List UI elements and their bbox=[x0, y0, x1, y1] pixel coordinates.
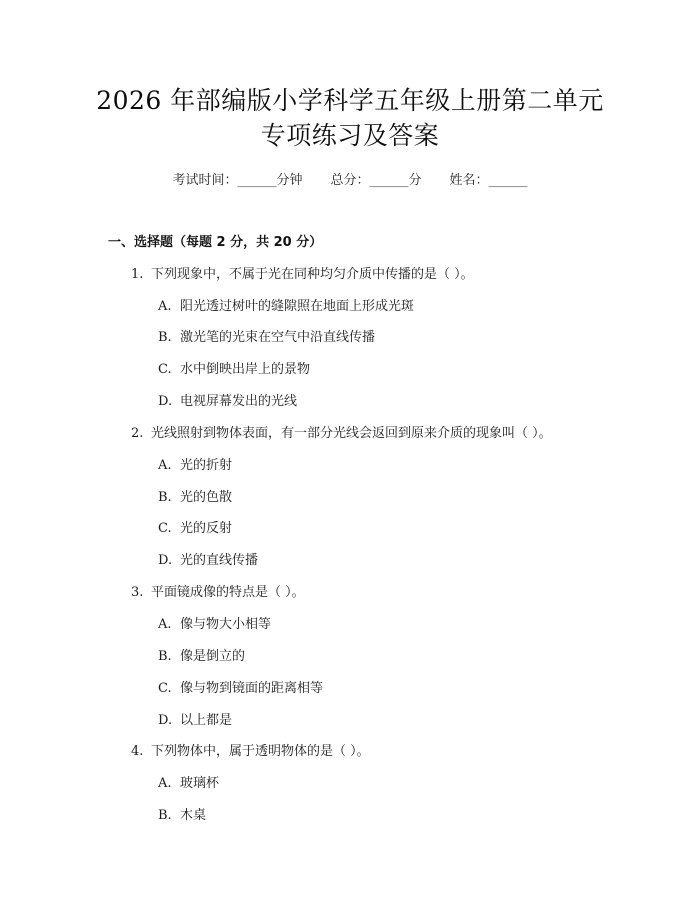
option-letter: A. bbox=[158, 617, 172, 632]
option-text: 电视屏幕发出的光线 bbox=[180, 394, 298, 409]
question-3-option-c bbox=[158, 677, 323, 696]
option-text: 木桌 bbox=[180, 808, 207, 823]
option-letter: A. bbox=[158, 458, 172, 473]
question-1-option-a bbox=[158, 295, 414, 314]
option-letter: A. bbox=[158, 776, 172, 791]
exam-meta bbox=[0, 169, 700, 188]
question-2-option-a bbox=[158, 454, 232, 473]
question-3 bbox=[131, 581, 305, 600]
question-text: 下列物体中，属于透明物体的是（ ）。 bbox=[151, 744, 370, 759]
exam-time: 考试时间：______分钟 bbox=[172, 173, 303, 188]
option-text: 像是倒立的 bbox=[180, 649, 246, 664]
option-letter: B. bbox=[158, 808, 172, 823]
option-text: 光的色散 bbox=[180, 490, 233, 505]
question-text: 平面镜成像的特点是（ ）。 bbox=[151, 585, 305, 600]
question-4 bbox=[131, 740, 370, 759]
question-1-option-c bbox=[158, 358, 310, 377]
option-text: 激光笔的光束在空气中沿直线传播 bbox=[180, 330, 376, 345]
question-number: 4. bbox=[131, 744, 144, 759]
question-text: 光线照射到物体表面，有一部分光线会返回到原来介质的现象叫（ ）。 bbox=[151, 426, 552, 441]
question-4-option-b bbox=[158, 804, 206, 823]
option-text: 光的反射 bbox=[180, 521, 233, 536]
option-letter: C. bbox=[158, 362, 172, 377]
document-title-line2: 专项练习及答案 bbox=[260, 121, 440, 150]
option-text: 光的折射 bbox=[180, 458, 233, 473]
question-2-option-d bbox=[158, 549, 258, 568]
option-letter: B. bbox=[158, 330, 172, 345]
question-2 bbox=[131, 422, 552, 441]
option-text: 玻璃杯 bbox=[180, 776, 220, 791]
option-letter: A. bbox=[158, 299, 172, 314]
section-heading: 一、选择题（每题 2 分，共 20 分） bbox=[108, 235, 323, 250]
option-text: 像与物到镜面的距离相等 bbox=[180, 681, 324, 696]
option-text: 像与物大小相等 bbox=[180, 617, 272, 632]
question-number: 2. bbox=[131, 426, 144, 441]
option-letter: D. bbox=[158, 394, 173, 409]
question-3-option-b bbox=[158, 645, 245, 664]
question-number: 3. bbox=[131, 585, 144, 600]
option-letter: B. bbox=[158, 490, 172, 505]
option-letter: D. bbox=[158, 553, 173, 568]
question-2-option-c bbox=[158, 517, 232, 536]
exam-name: 姓名：______ bbox=[449, 173, 528, 188]
question-1 bbox=[131, 263, 474, 282]
question-2-option-b bbox=[158, 486, 232, 505]
document-title-line1: 2026 年部编版小学科学五年级上册第二单元 bbox=[96, 86, 604, 115]
option-letter: C. bbox=[158, 681, 172, 696]
question-text: 下列现象中，不属于光在同种均匀介质中传播的是（ ）。 bbox=[151, 267, 474, 282]
option-text: 水中倒映出岸上的景物 bbox=[180, 362, 311, 377]
exam-score: 总分：______分 bbox=[330, 173, 422, 188]
question-1-option-b bbox=[158, 326, 375, 345]
question-1-option-d bbox=[158, 390, 297, 409]
question-4-option-a bbox=[158, 772, 219, 791]
option-letter: B. bbox=[158, 649, 172, 664]
option-letter: D. bbox=[158, 713, 173, 728]
question-3-option-d bbox=[158, 709, 232, 728]
question-number: 1. bbox=[131, 267, 144, 282]
option-text: 光的直线传播 bbox=[180, 553, 259, 568]
option-text: 阳光透过树叶的缝隙照在地面上形成光斑 bbox=[180, 299, 415, 314]
question-3-option-a bbox=[158, 613, 271, 632]
option-letter: C. bbox=[158, 521, 172, 536]
option-text: 以上都是 bbox=[180, 713, 233, 728]
